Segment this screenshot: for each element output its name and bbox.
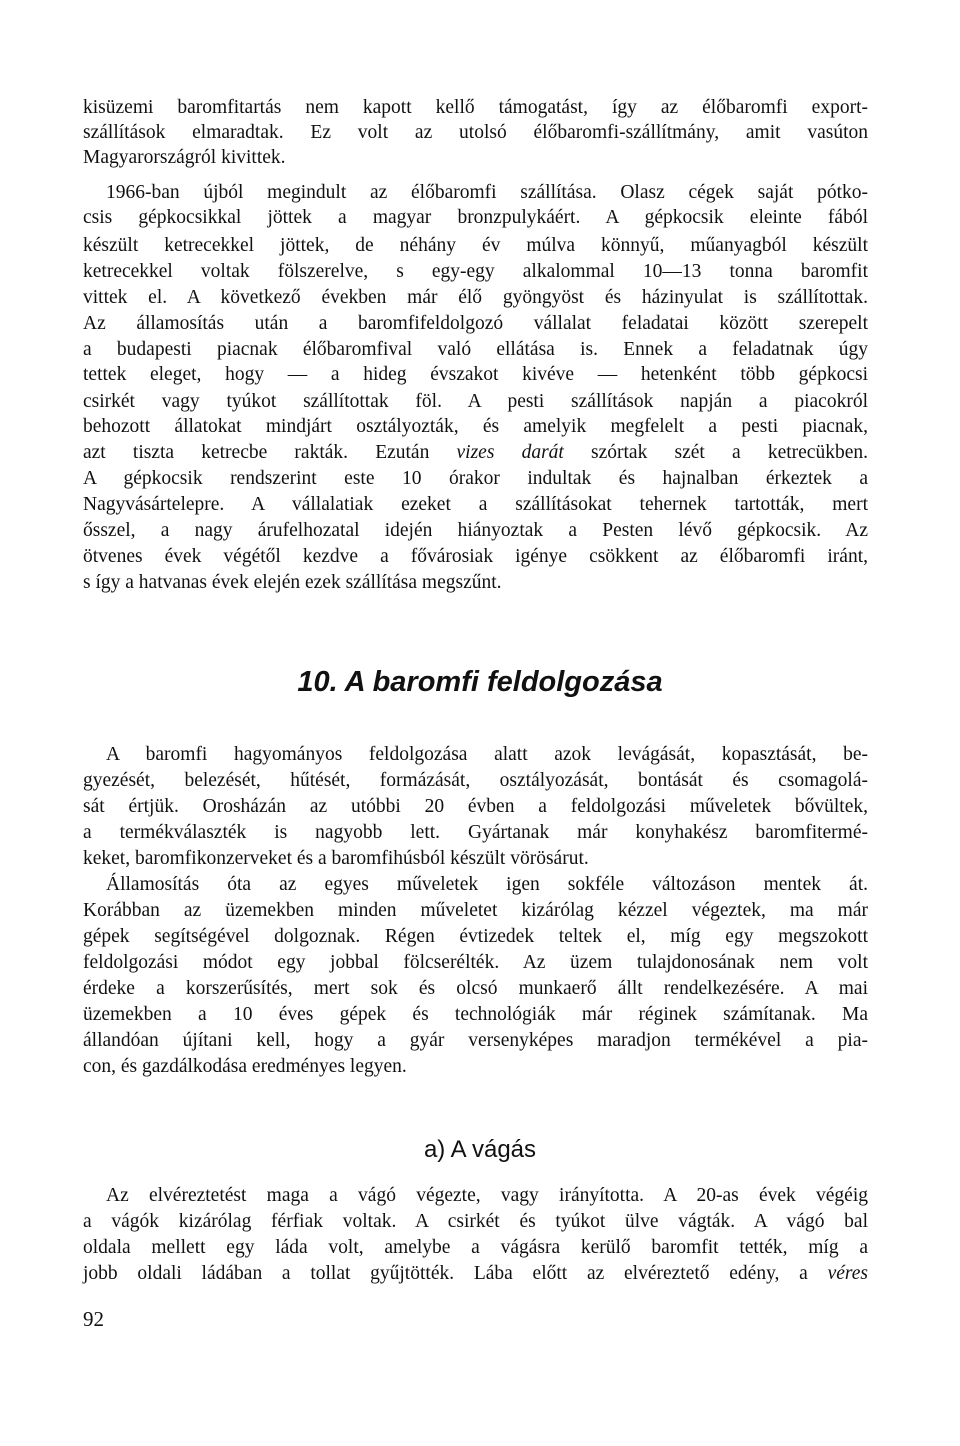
text-line: csirkét vagy tyúkot szállítottak föl. A pesti szállítások napján a piacokról	[83, 391, 868, 412]
text-run: azt tiszta ketrecbe rakták. Ezután	[83, 442, 457, 463]
text-line: csis gépkocsikkal jöttek a magyar bronzpulykáért. A gépkocsik eleinte fából	[83, 207, 868, 228]
text-line: üzemekben a 10 éves gépek és technológiák már réginek számítanak. Ma	[83, 1004, 868, 1025]
text-line: 1966-ban újból megindult az élőbaromfi szállítása. Olasz cégek saját pótko-	[106, 182, 868, 203]
text-run: szórtak szét a ketrecükben.	[563, 442, 868, 463]
text-line: ketrecekkel voltak fölszerelve, s egy-egy alkalommal 10—13 tonna baromfit	[83, 261, 868, 282]
chapter-heading: 10. A baromfi feldolgozása	[297, 666, 663, 698]
text-line: szállítások elmaradtak. Ez volt az utolsó élőbaromfi-szállítmány, amit vasúton	[83, 122, 868, 143]
text-line: kisüzemi baromfitartás nem kapott kellő támogatást, így az élőbaromfi export-	[83, 97, 868, 118]
text-line: s így a hatvanas évek elején ezek szállítása megszűnt.	[83, 572, 502, 593]
page-number: 92	[83, 1307, 104, 1331]
text-line: vittek el. A következő években már élő gyöngyöst és házinyulat is szállítottak.	[83, 287, 868, 308]
text-line: Korábban az üzemekben minden műveletet kizárólag kézzel végeztek, ma már	[83, 900, 868, 921]
text-line: Az elvéreztetést maga a vágó végezte, vagy irányította. A 20-as évek végéig	[106, 1185, 868, 1206]
text-line: keket, baromfikonzerveket és a baromfihúsból készült vörösárut.	[83, 848, 589, 869]
text-line: ősszel, a nagy árufelhozatal idején hiányoztak a Pesten lévő gépkocsik. Az	[83, 520, 868, 541]
text-line: Államosítás óta az egyes műveletek igen sokféle változáson mentek át.	[106, 874, 868, 895]
text-line: állandóan újítani kell, hogy a gyár versenyképes maradjon termékével a pia-	[83, 1030, 868, 1051]
text-line: a budapesti piacnak élőbaromfival való ellátása is. Ennek a feladatnak úgy	[83, 339, 868, 360]
text-run: jobb oldali ládában a tollat gyűjtötték. Lába előtt az elvéreztető edény, a	[83, 1263, 828, 1284]
text-line: érdeke a korszerűsítés, mert sok és olcsó munkaerő állt rendelkezésére. A mai	[83, 978, 868, 999]
text-line: A baromfi hagyományos feldolgozása alatt azok levágását, kopasztását, be-	[106, 744, 868, 765]
text-line: gyezését, belezését, hűtését, formázását, osztályozását, bontását és csomagolá-	[83, 770, 868, 791]
text-line: Nagyvásártelepre. A vállalatiak ezeket a szállításokat tehernek tartották, mert	[83, 494, 868, 515]
text-line	[83, 1261, 868, 1286]
text-line: tettek eleget, hogy — a hideg évszakot kivéve — hetenként több gépkocsi	[83, 364, 868, 385]
text-line: Magyarországról kivittek.	[83, 147, 286, 168]
text-line	[83, 440, 868, 465]
subsection-heading: a) A vágás	[423, 1136, 537, 1163]
italic-term: vizes darát	[456, 442, 564, 463]
italic-term: véres	[827, 1263, 868, 1284]
text-line: behozott állatokat mindjárt osztályozták, és amelyik megfelelt a pesti piacnak,	[83, 416, 868, 437]
text-line: feldolgozási módot egy jobbal fölcserélték. Az üzem tulajdonosának nem volt	[83, 952, 868, 973]
text-line: a termékválaszték is nagyobb lett. Gyártanak már konyhakész baromfitermé-	[83, 822, 868, 843]
text-line: A gépkocsik rendszerint este 10 órakor indultak és hajnalban érkeztek a	[83, 468, 868, 489]
text-line: con, és gazdálkodása eredményes legyen.	[83, 1056, 407, 1077]
text-line: Az államosítás után a baromfifeldolgozó vállalat feladatai között szerepelt	[83, 313, 868, 334]
text-line: a vágók kizárólag férfiak voltak. A csirkét és tyúkot ülve vágták. A vágó bal	[83, 1211, 868, 1232]
text-line: gépek segítségével dolgoznak. Régen évtizedek teltek el, míg egy megszokott	[83, 926, 868, 947]
text-line: készült ketrecekkel jöttek, de néhány év múlva könnyű, műanyagból készült	[83, 235, 868, 256]
text-line: ötvenes évek végétől kezdve a fővárosiak igénye csökkent az élőbaromfi iránt,	[83, 546, 868, 567]
text-line: sát értjük. Orosházán az utóbbi 20 évben a feldolgozási műveletek bővültek,	[83, 796, 868, 817]
text-line: oldala mellett egy láda volt, amelybe a vágásra kerülő baromfit tették, míg a	[83, 1237, 868, 1258]
